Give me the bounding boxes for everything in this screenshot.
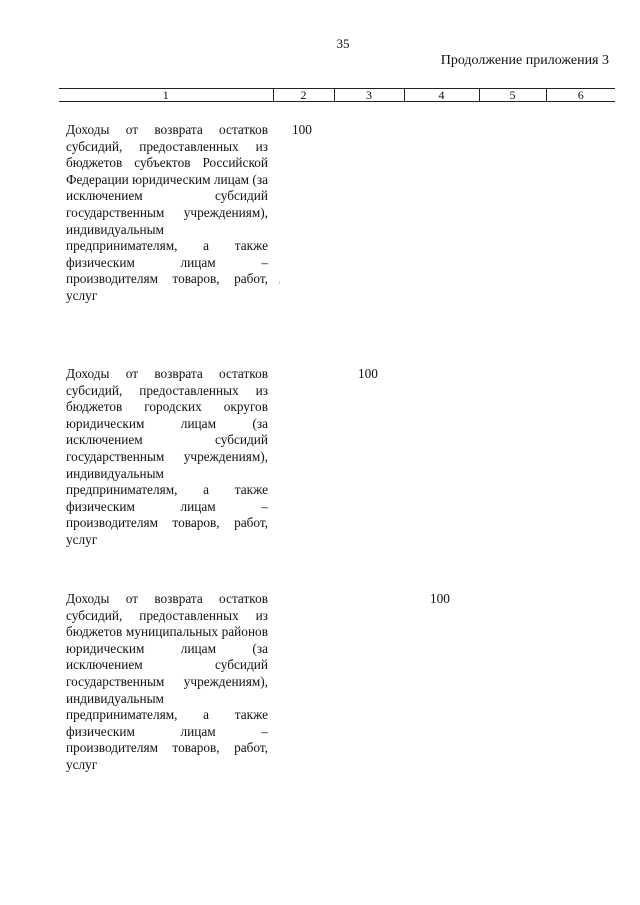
scan-mark (279, 281, 280, 284)
entry-2-description: Доходы от возврата остатков субсидий, предоставленных из бюджетов городских округов юридическим лицам (за исключением субсидий государственным учреждениям), индивидуальным предпринимателям, а также физическим лицам – производителям товаров, работ, услуг (66, 366, 268, 547)
entry-1-description: Доходы от возврата остатков субсидий, предоставленных из бюджетов субъектов Российской Федерации юридическим лицам (за исключением субсидий государственным учреждениям), индивидуальным предпринимателям, а также физическим лицам – производителям товаров, работ, услуг (66, 122, 268, 303)
column-header-2: 2 (273, 89, 334, 102)
column-header-3: 3 (334, 89, 404, 102)
column-header-1: 1 (59, 89, 273, 102)
entry-3-value: 100 (430, 591, 450, 606)
entry-2-value: 100 (358, 366, 378, 381)
page-number: 35 (336, 36, 350, 51)
entry-1-value: 100 (292, 122, 312, 137)
continuation-label: Продолжение приложения 3 (440, 53, 609, 68)
entry-3-description: Доходы от возврата остатков субсидий, предоставленных из бюджетов муниципальных районов юридическим лицам (за исключением субсидий государственным учреждениям), индивидуальным предпринимателям, а также физическим лицам – производителям товаров, работ, услуг (66, 591, 268, 772)
column-header-row (59, 89, 615, 102)
column-header-4: 4 (404, 89, 479, 102)
column-header-table (59, 88, 615, 102)
column-header-6: 6 (546, 89, 615, 102)
column-header-5: 5 (479, 89, 546, 102)
